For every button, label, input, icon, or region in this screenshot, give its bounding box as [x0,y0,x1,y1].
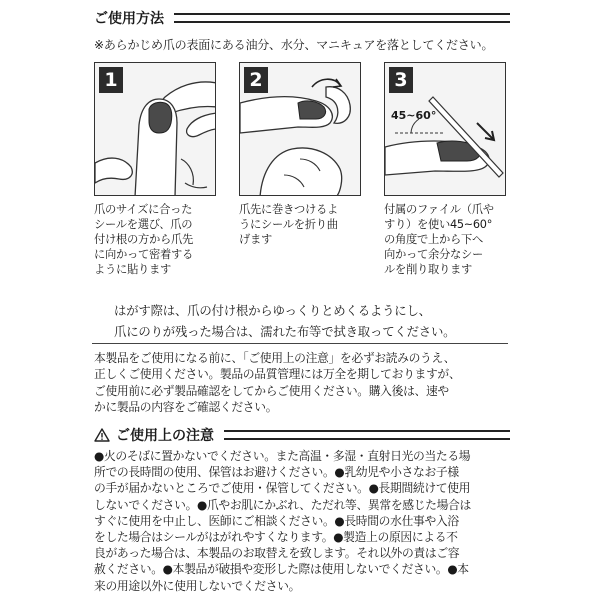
peel-instructions [114,300,455,342]
peel-line: 爪にのりが残った場合は、濡れた布等で拭き取ってください。 [114,324,456,339]
caution-header-rule [224,430,510,440]
step-1-illustration [94,62,216,196]
preface-line: ご使用前に必ず製品確認をしてからご使用ください。購入後は、速や [94,383,449,398]
step-2 [239,62,361,277]
caution-line: ●火のそばに置かないでください。また高温・多湿・直射日光の当たる場 [94,449,471,463]
divider [92,343,508,344]
step-2-text [239,202,361,247]
caution-line: 所での長時間の使用、保管はお避けください。●乳幼児や小さなお子様 [94,465,459,480]
warning-icon [94,428,110,442]
step-3-line: 付属のファイル（爪や [384,203,494,216]
step-3-illustration [384,62,506,196]
step-2-illustration [239,62,361,196]
step-2-line: げます [239,233,272,246]
usage-header [94,8,510,28]
caution-header [94,425,510,445]
caution-line: 良があった場合は、本製品のお取替えを致します。それ以外の責はご容 [94,546,460,561]
caution-line: 来の用途以外に使用しないでください。 [94,578,301,593]
step-1-line: シールを選び、爪の [94,218,193,231]
step-2-line: 爪先に巻きつけるよ [239,203,338,216]
step-2-number: 2 [244,67,268,93]
step-1-number: 1 [99,67,123,93]
step-1-line: に向かって密着する [94,248,193,261]
caution-title: ご使用上の注意 [116,428,214,444]
steps-row [94,62,506,277]
step-3 [384,62,506,277]
caution-line: 赦ください。●本製品が破損や変形した際は使用しないでください。●本 [94,562,469,577]
preface-line: かに製品の内容をご確認ください。 [94,400,278,415]
caution-line: すぐに使用を中止し、医師にご相談ください。●長時間の水仕事や入浴 [94,513,459,528]
preface-line: 正しくご使用ください。製品の品質管理には万全を期しておりますが、 [94,367,461,382]
angle-label: 45~60° [391,109,437,122]
step-1-line: ように貼ります [94,263,171,276]
step-3-line: 向かって余分なシー [384,248,483,261]
step-2-line: うにシールを折り曲 [239,218,338,231]
caution-line: しないでください。●爪やお肌にかぶれ、ただれ等、異常を感じた場合は [94,497,471,512]
step-1 [94,62,216,277]
usage-title: ご使用方法 [94,11,164,27]
usage-header-rule [174,13,510,23]
preface-text [94,350,510,416]
step-1-line: 爪のサイズに合った [94,203,193,216]
step-1-text [94,202,216,277]
preparation-note: ※あらかじめ爪の表面にある油分、水分、マニキュアを落としてください。 [94,38,494,52]
preface-line: 本製品をご使用になる前に、「ご使用上の注意」を必ずお読みのうえ、 [94,351,456,365]
caution-line: の手が届かないところでご使用・保管してください。●長期間続けて使用 [94,481,471,496]
caution-text [94,448,510,594]
step-1-line: 付け根の方から爪先 [94,233,193,246]
peel-line: はがす際は、爪の付け根からゆっくりとめくるようにし、 [114,303,431,318]
step-3-line: の角度で上から下へ [384,233,483,246]
caution-line: をした場合はシールがはがれやすくなります。●製造上の原因による不 [94,530,458,545]
step-3-text [384,202,506,277]
step-3-line: すり）を使い45~60° [384,218,493,231]
step-3-line: ルを削り取ります [384,263,472,276]
step-3-number: 3 [389,67,413,93]
